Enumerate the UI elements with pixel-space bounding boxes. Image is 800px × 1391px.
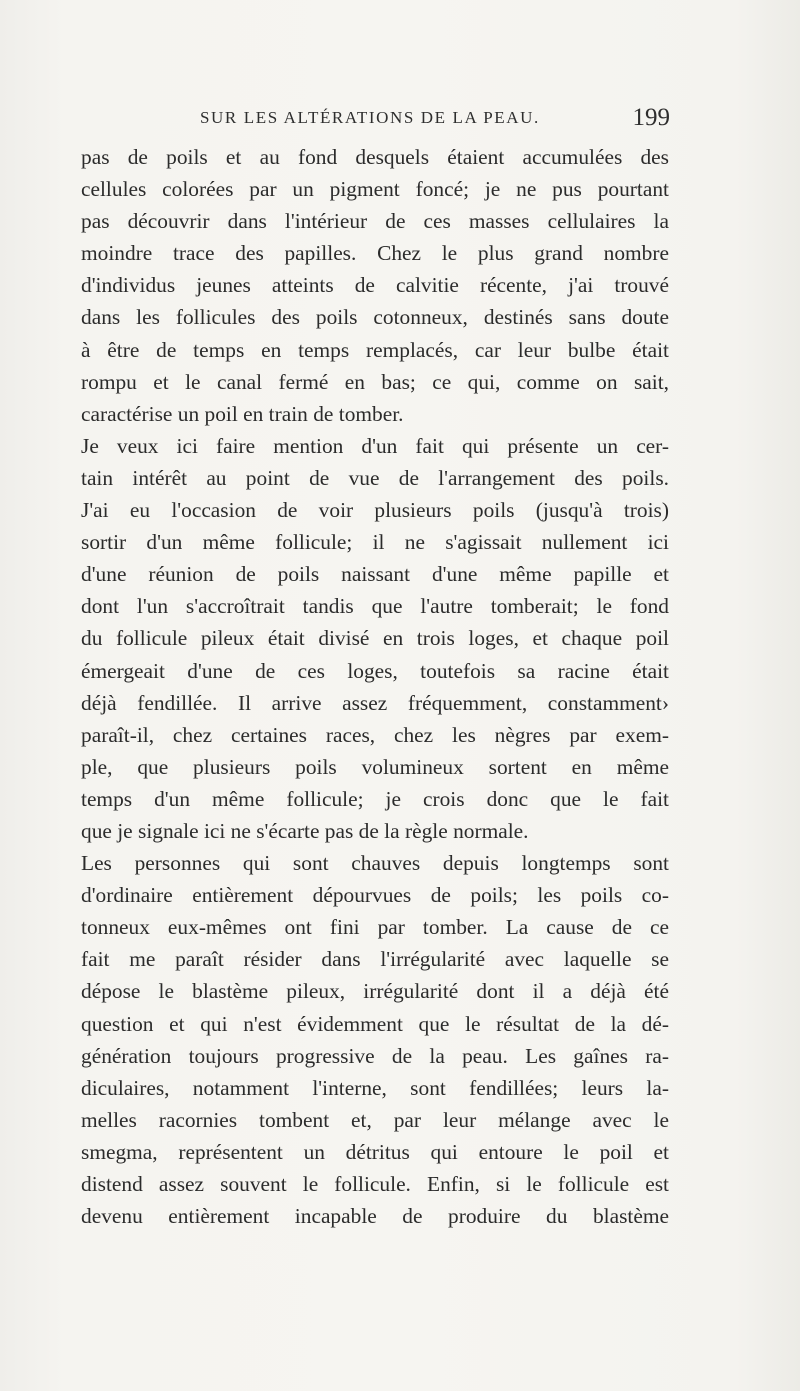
- text-line: d'ordinaire entièrement dépourvues de poils; les poils co-: [81, 883, 669, 908]
- paragraph-start-line: Les personnes qui sont chauves depuis longtemps sont: [81, 851, 669, 876]
- text-line: diculaires, notamment l'interne, sont fendillées; leurs la-: [81, 1075, 669, 1100]
- page-header: [200, 104, 670, 138]
- text-line: d'une réunion de poils naissant d'une même papille et: [81, 562, 669, 587]
- text-line: dans les follicules des poils cotonneux, destinés sans doute: [81, 305, 669, 330]
- text-line: ple, que plusieurs poils volumineux sortent en même: [81, 754, 669, 779]
- text-line: d'individus jeunes atteints de calvitie récente, j'ai trouvé: [81, 273, 669, 298]
- text-line: tain intérêt au point de vue de l'arrangement des poils.: [81, 465, 669, 490]
- text-line: tonneux eux-mêmes ont fini par tomber. La cause de ce: [81, 915, 669, 940]
- text-line: devenu entièrement incapable de produire du blastème: [81, 1204, 669, 1229]
- text-line: du follicule pileux était divisé en trois loges, et chaque poil: [81, 626, 669, 651]
- text-line: pas découvrir dans l'intérieur de ces masses cellulaires la: [81, 209, 669, 234]
- page-number: 199: [632, 104, 670, 131]
- text-line: caractérise un poil en train de tomber.: [81, 401, 404, 426]
- text-line: sortir d'un même follicule; il ne s'agissait nullement ici: [81, 530, 669, 555]
- text-line: melles racornies tombent et, par leur mélange avec le: [81, 1107, 669, 1132]
- text-line: fait me paraît résider dans l'irrégularité avec laquelle se: [81, 947, 669, 972]
- text-line: déjà fendillée. Il arrive assez fréquemment, constamment›: [81, 690, 669, 715]
- text-line: génération toujours progressive de la peau. Les gaînes ra-: [81, 1043, 669, 1068]
- text-line: rompu et le canal fermé en bas; ce qui, comme on sait,: [81, 369, 669, 394]
- text-line: temps d'un même follicule; je crois donc que le fait: [81, 786, 669, 811]
- text-line: que je signale ici ne s'écarte pas de la règle normale.: [81, 818, 529, 843]
- text-line: paraît-il, chez certaines races, chez les nègres par exem-: [81, 722, 669, 747]
- running-title: SUR LES ALTÉRATIONS DE LA PEAU.: [200, 108, 540, 127]
- text-line: dépose le blastème pileux, irrégularité dont il a déjà été: [81, 979, 669, 1004]
- text-line: dont l'un s'accroîtrait tandis que l'autre tomberait; le fond: [81, 594, 669, 619]
- text-line: à être de temps en temps remplacés, car leur bulbe était: [81, 337, 669, 362]
- text-line: smegma, représentent un détritus qui entoure le poil et: [81, 1139, 669, 1164]
- paragraph-start-line: Je veux ici faire mention d'un fait qui présente un cer-: [81, 433, 669, 458]
- text-line: distend assez souvent le follicule. Enfin, si le follicule est: [81, 1172, 669, 1196]
- text-line: cellules colorées par un pigment foncé; je ne pus pourtant: [81, 177, 669, 202]
- text-line: moindre trace des papilles. Chez le plus grand nombre: [81, 241, 669, 266]
- text-line: émergeait d'une de ces loges, toutefois sa racine était: [81, 658, 669, 683]
- text-line: J'ai eu l'occasion de voir plusieurs poils (jusqu'à trois): [81, 498, 669, 523]
- text-line: pas de poils et au fond desquels étaient accumulées des: [81, 145, 669, 169]
- body-text: [81, 141, 669, 1232]
- text-line: question et qui n'est évidemment que le résultat de la dé-: [81, 1011, 669, 1036]
